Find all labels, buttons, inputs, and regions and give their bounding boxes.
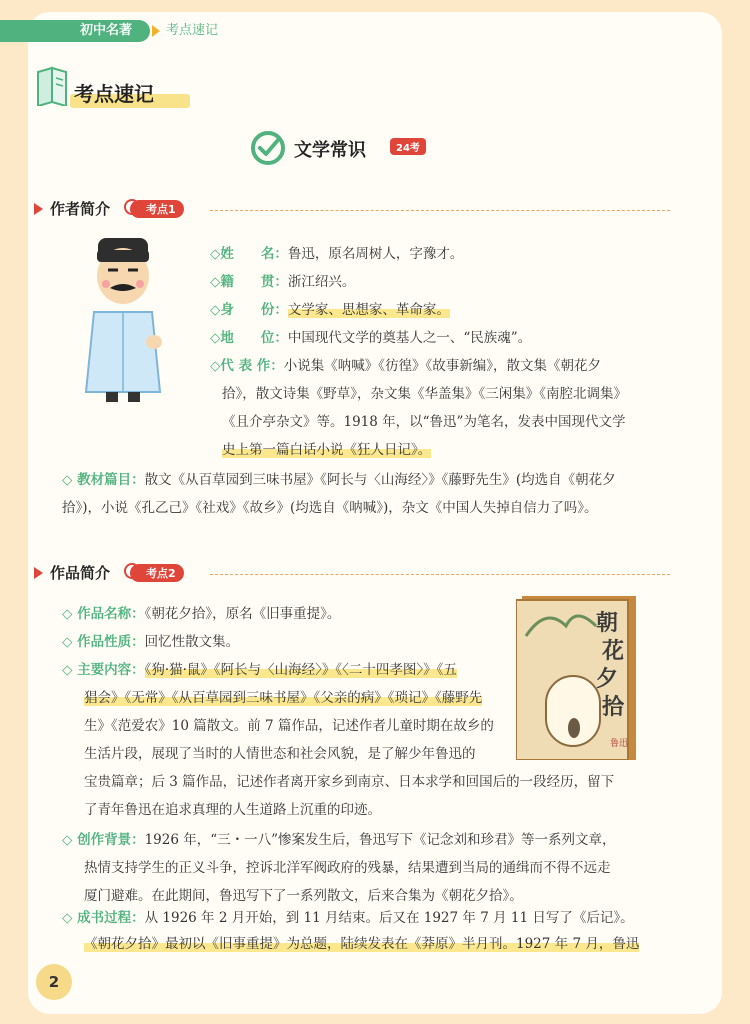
- author-origin-row: [210, 268, 355, 296]
- field-value: 《狗·猫·鼠》《阿长与〈山海经〉》《〈二十四孝图〉》《五: [144, 662, 457, 678]
- works-line: 《且介亭杂文》等。1918 年，以“鲁迅”为笔名，发表中国现代文学: [222, 414, 626, 430]
- author-identity-row: [210, 296, 450, 324]
- author-illustration: [68, 232, 178, 404]
- field-label: ◇ 主要内容：: [62, 662, 145, 678]
- work-nature-row: [62, 628, 239, 656]
- field-value: 鲁迅，原名周树人，字豫才。: [287, 246, 464, 262]
- author-works-row: [210, 352, 601, 380]
- exam-point-tag: 考点1: [130, 200, 184, 218]
- header-section-label: 考点速记: [166, 23, 219, 38]
- cover-char: 花: [602, 638, 625, 664]
- work-intro-title: 作品简介: [50, 564, 111, 582]
- content-line: 生》《范爱农》10 篇散文。前 7 篇作品，记述作者儿童时期在故乡的: [84, 718, 494, 734]
- field-value: 散文《从百草园到三味书屋》《阿长与〈山海经〉》《藤野先生》(均选自《朝花夕: [144, 472, 616, 488]
- cover-char: 夕: [596, 666, 619, 692]
- field-label: ◇身 份：: [210, 302, 288, 318]
- work-intro-heading: [34, 562, 674, 584]
- background-line: 热情支持学生的正义斗争，控诉北洋军阀政府的残暴，结果遭到当局的通缉而不得不远走: [84, 860, 611, 876]
- field-value: 1926 年，“三・一八”惨案发生后，鲁迅写下《记念刘和珍君》等一系列文章，: [144, 832, 616, 848]
- field-value: 文学家、思想家、革命家。: [287, 302, 450, 318]
- content-line: 了青年鲁迅在追求真理的人生道路上沉重的印迹。: [84, 802, 381, 818]
- content-line: 猖会》《无常》《从百草园到三味书屋》《父亲的病》《琐记》《藤野先: [84, 690, 483, 706]
- field-label: ◇ 成书过程：: [62, 910, 145, 926]
- cover-char: 拾: [602, 694, 625, 720]
- textbook-line: 拾》)，小说《孔乙己》《社戏》《故乡》(均选自《呐喊》)，杂文《中国人失掉自信力了吗》。: [62, 500, 598, 516]
- triangle-icon: [34, 203, 43, 215]
- field-value: 回忆性散文集。: [144, 634, 240, 650]
- field-label: ◇ 作品名称：: [62, 606, 145, 622]
- field-label: ◇代 表 作：: [210, 358, 284, 374]
- field-label: ◇ 教材篇目：: [62, 472, 145, 488]
- arrow-icon: [152, 25, 160, 37]
- work-name-row: [62, 600, 340, 628]
- field-value: 中国现代文学的奠基人之一、“民族魂”。: [287, 330, 532, 346]
- process-line: 《朝花夕拾》最初以《旧事重提》为总题，陆续发表在《莽原》半月刊。1927 年 7 月，鲁迅: [84, 936, 640, 952]
- content-line: 宝贵篇章；后 3 篇作品，记述作者离开家乡到南京、日本求学和回国后的一段经历，留下: [84, 774, 615, 790]
- author-status-row: [210, 324, 531, 352]
- header-band: [0, 20, 330, 42]
- topic-badge: 24考: [390, 138, 426, 155]
- process-row: [62, 904, 634, 932]
- field-label: ◇ 创作背景：: [62, 832, 145, 848]
- textbook-row: [62, 466, 616, 494]
- topic-title: 文学常识: [294, 140, 366, 161]
- background-line: 厦门避难。在此期间，鲁迅写下了一系列散文，后来合集为《朝花夕拾》。: [84, 888, 523, 904]
- check-circle-icon: [250, 130, 286, 166]
- author-intro-title: 作者简介: [50, 200, 111, 218]
- field-value: 从 1926 年 2 月开始，到 11 月结束。后又在 1927 年 7 月 11 日写了《后记》。: [144, 910, 634, 926]
- cover-author: 鲁迅: [610, 739, 629, 749]
- field-value: 浙江绍兴。: [287, 274, 356, 290]
- field-label: ◇姓 名：: [210, 246, 288, 262]
- exam-point-tag: 考点2: [130, 564, 184, 582]
- page-title: 考点速记: [74, 82, 154, 106]
- field-label: ◇籍 贯：: [210, 274, 288, 290]
- content-line: 生活片段，展现了当时的人情世态和社会风貌，是了解少年鲁迅的: [84, 746, 476, 762]
- field-label: ◇ 作品性质：: [62, 634, 145, 650]
- field-label: ◇地 位：: [210, 330, 288, 346]
- author-intro-heading: [34, 198, 674, 220]
- background-row: [62, 826, 616, 854]
- work-content-row: [62, 656, 457, 684]
- series-label: 初中名著: [0, 20, 150, 42]
- divider: [210, 574, 670, 575]
- field-value: 《朝花夕拾》，原名《旧事重提》。: [144, 606, 341, 622]
- cover-char: 朝: [596, 610, 619, 636]
- divider: [210, 210, 670, 211]
- page-number: 2: [36, 964, 72, 1000]
- works-line: 史上第一篇白话小说《狂人日记》。: [222, 442, 432, 458]
- book-cover-image: [516, 596, 636, 760]
- author-name-row: [210, 240, 463, 268]
- notebook-icon: [34, 64, 70, 106]
- triangle-icon: [34, 567, 43, 579]
- works-line: 拾》，散文诗集《野草》，杂文集《华盖集》《三闲集》《南腔北调集》: [222, 386, 627, 402]
- field-value: 小说集《呐喊》《彷徨》《故事新编》，散文集《朝花夕: [283, 358, 602, 374]
